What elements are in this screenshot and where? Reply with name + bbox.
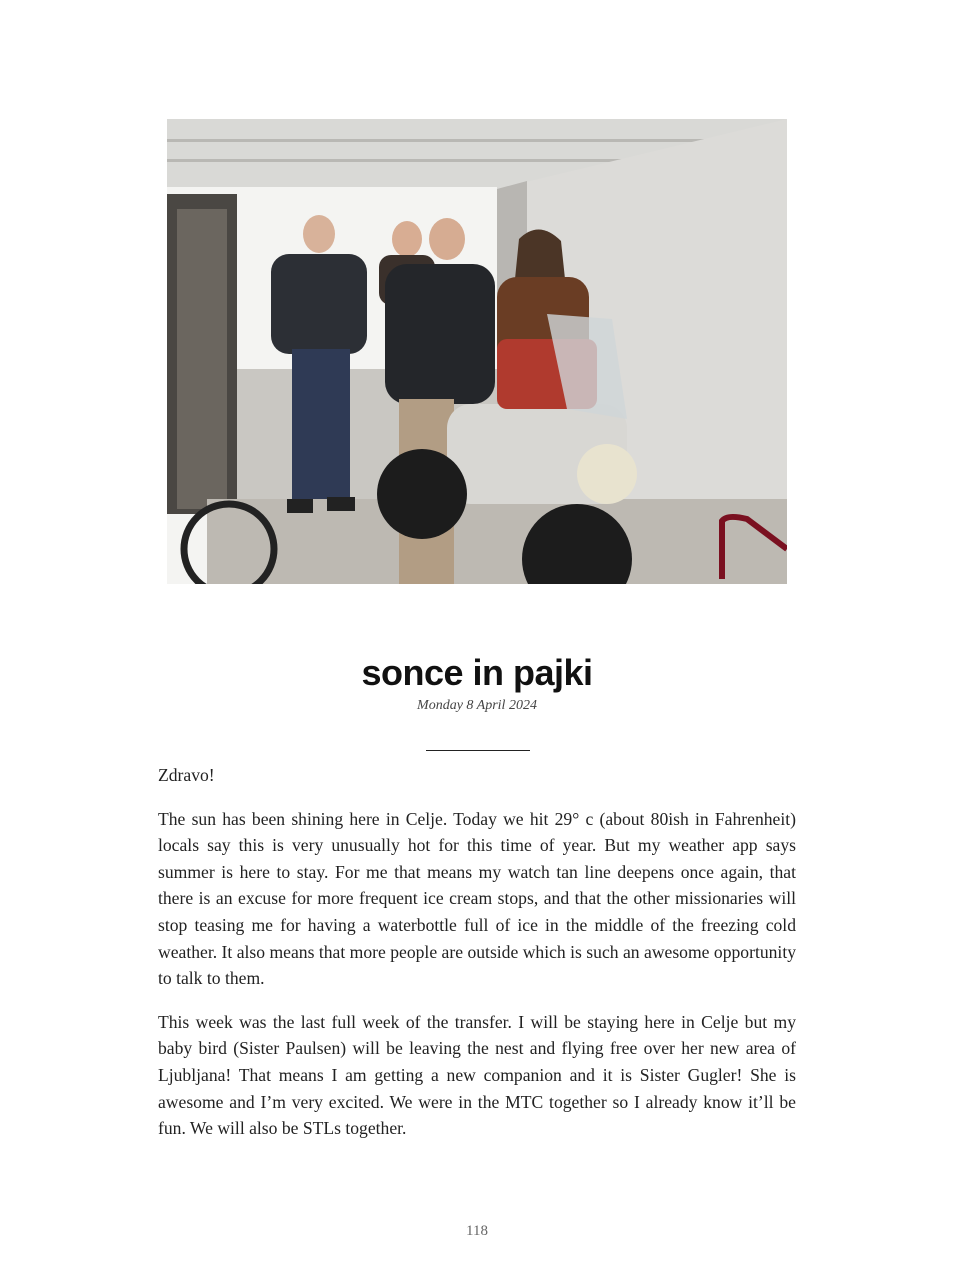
article-date: Monday 8 April 2024 [417, 698, 537, 713]
article-title: sonce in pajki [361, 652, 593, 693]
body-paragraph: The sun has been shining here in Celje. Today we hit 29° c (about 80ish in Fahrenheit) locals say this is very unusually hot for this time of year. But my weather app says summer is here to stay. For me that means my watch tan line deepens once again, that there is an excuse for more frequent ice cream stops, and that the other missionaries will stop teasing me for having a waterbottle full of ice in the middle of the freezing cold weather. It also means that more people are outside which is such an awesome opportunity to talk to them. [158, 808, 796, 989]
article-photo [167, 119, 787, 584]
greeting-paragraph: Zdravo! [158, 765, 215, 785]
article-body [158, 762, 796, 1159]
page-number: 118 [466, 1223, 488, 1239]
garage-scene-image [167, 119, 787, 584]
body-paragraph: This week was the last full week of the transfer. I will be staying here in Celje but my baby bird (Sister Paulsen) will be leaving the nest and flying free over her new area of Ljubljana! That means I am getting a new companion and it is Sister Gugler! She is awesome and I’m very excited. We were in the MTC together so I already know it’ll be fun. We will also be STLs together. [158, 1011, 796, 1139]
title-separator [426, 750, 530, 751]
